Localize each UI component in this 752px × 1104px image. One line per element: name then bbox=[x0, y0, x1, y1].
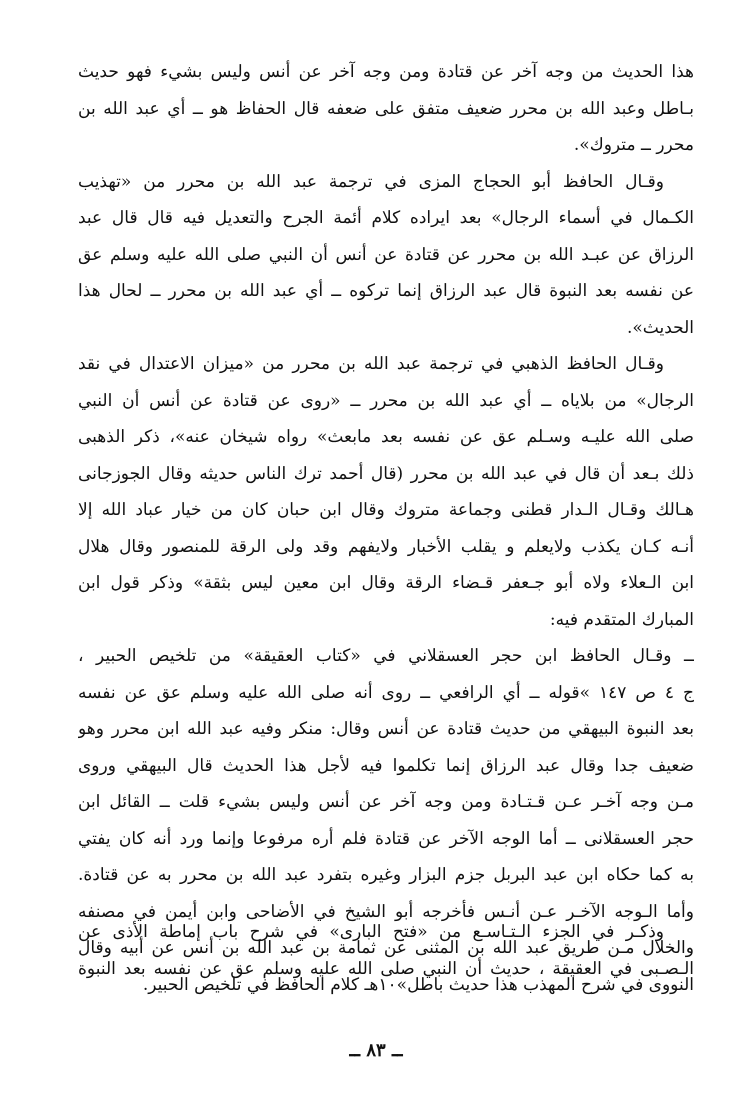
text-line: هذا الحديث من وجه آخر عن قتادة ومن وجه آخر عن أنس وليس بشيء فهو حديث bbox=[78, 62, 694, 82]
text-line: الـصـبى في العقيقة ، حديث أن النبي صلى الله عليه وسلم عق عن نفسه بعد النبوة bbox=[78, 958, 694, 979]
text-line: حجر العسقلانى ــ أما الوجه الآخر عن قتادة فلم أره مرفوعا وإنما ورد أنه كان يفتي bbox=[78, 828, 694, 849]
text-line: أنـه كـان يكذب ولايعلم و يقلب الأخبار ولايفهم وقد ولى الرقة للمنصور وقال هلال bbox=[78, 536, 694, 557]
text-line: مـن وجه آخـر عـن قـتـادة ومن وجه آخر عن أنس وليس بشيء قلت ــ القائل ابن bbox=[78, 792, 694, 812]
page-number: ــ ٨٣ ــ bbox=[349, 1040, 403, 1061]
text-line: ابن الـعلاء ولاه أبو جـعفر قـضاء الرقة وقال ابن معين ليس بثقة» وذكر قول ابن bbox=[78, 573, 694, 593]
closing-text-block bbox=[78, 914, 694, 987]
text-line: الكـمال في أسماء الرجال» بعد ايراده كلام أئمة الجرح والتعديل فيه قال قال عبد bbox=[78, 208, 694, 228]
text-line: والخلال مـن طريق عبد الله بن المثنى عن ثمامة بن عبد الله بن أنس عن أبيه وقال bbox=[78, 938, 694, 958]
text-line: هـالك وقـال الـدار قطنى وجماعة متروك وقال ابن حبان كان من خيار عباد الله إلا bbox=[78, 500, 694, 520]
text-line: عن نفسه بعد النبوة قال عبد الرزاق إنما تركوه ــ أي عبد الله بن محرر ــ لحال هذا bbox=[78, 281, 694, 301]
text-line: به كما حكاه ابن عبد البربل جزم البزار وغيره بتفرد عبد الله بن محرر به عن قتادة. bbox=[78, 865, 694, 885]
text-line: وقـال الحافظ الذهبي في ترجمة عبد الله بن محرر من «ميزان الاعتدال في نقد bbox=[78, 354, 664, 374]
text-line: وذكـر في الجزء الـتـاسـع من «فتح البارى» في شرح باب إماطة الأذى عن bbox=[78, 922, 664, 942]
text-line: الرزاق عن عبـد الله بن محرر عن قتادة عن أنس أن النبي صلى الله عليه وسلم عق bbox=[78, 244, 694, 265]
text-line: بعد النبوة البيهقي من حديث قتادة عن أنس وقال: منكر وفيه عبد الله ابن محرر وهو bbox=[78, 719, 694, 739]
text-line: ج ٤ ص ١٤٧ »قوله ــ أي الرافعي ــ روى أنه صلى الله عليه وسلم عق عن نفسه bbox=[78, 682, 694, 703]
text-line: المبارك المتقدم فيه: bbox=[549, 609, 694, 630]
text-line: الرجال» من بلاياه ــ أي عبد الله بن محرر ــ «روى عن قتادة عن أنس أن النبي bbox=[78, 390, 694, 411]
text-line: ــ وقـال الحافظ ابن حجر العسقلاني في «كتاب العقيقة» من تلخيص الحبير ، bbox=[78, 646, 694, 666]
text-line: صلى الله عليـه وسـلم عق عن نفسه بعد مابعث» رواه شيخان عنه»، ذكر الذهبى bbox=[78, 427, 694, 447]
text-line: ضعيف جدا وقال عبد الرزاق إنما تكلموا فيه لأجل هذا الحديث قال البيهقي وروى bbox=[78, 755, 694, 776]
text-line: وأما الـوجه الآخـر عـن أنـس فأخرجه أبو الشيخ في الأضاحى وابن أيمن في مصنفه bbox=[78, 901, 694, 922]
text-line: الحديث». bbox=[626, 317, 694, 338]
text-line: بـاطل وعبد الله بن محرر ضعيف متفق على ضعفه قال الحفاظ هو ــ أي عبد الله بن bbox=[78, 98, 694, 119]
main-text-block bbox=[78, 54, 694, 1003]
text-line: وقـال الحافظ أبو الحجاج المزى في ترجمة عبد الله بن محرر من «تهذيب bbox=[78, 171, 664, 192]
text-line: محرر ــ متروك». bbox=[573, 135, 694, 155]
text-line: النووى في شرح المهذب هذا حديث باطل»١٠هـ كلام الحافظ في تلخيص الحبير. bbox=[142, 974, 694, 995]
text-line: ذلك بـعد أن قال في عبد الله بن محرر (قال أحمد ترك الناس حديثه وقال الجوزجانى bbox=[78, 463, 694, 484]
